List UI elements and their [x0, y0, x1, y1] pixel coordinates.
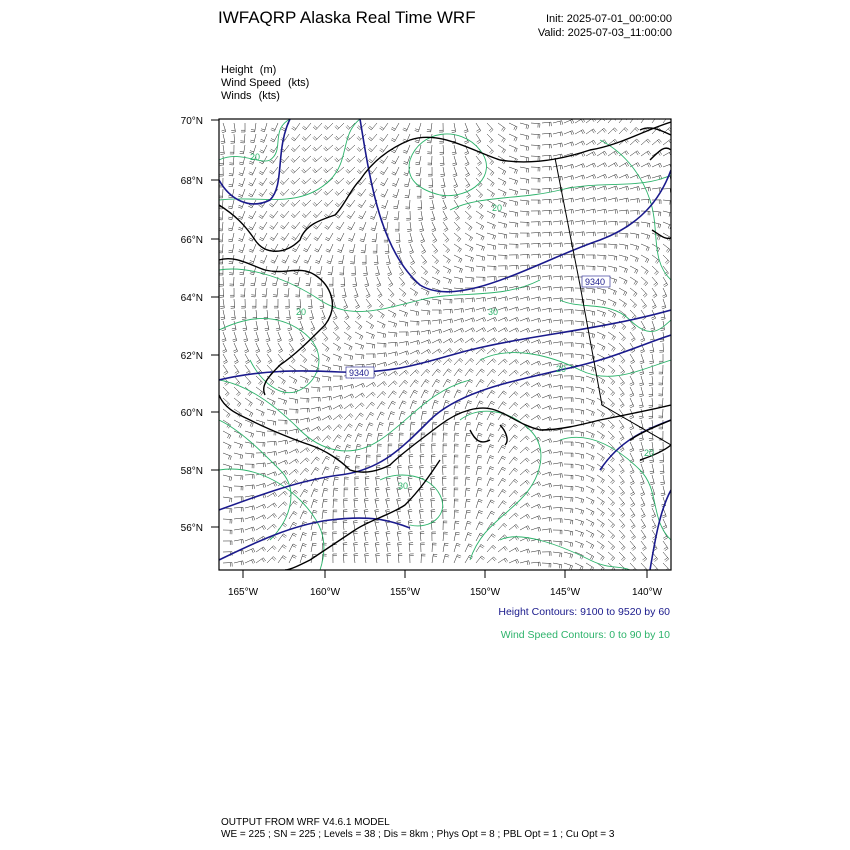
- longitude-ticks: [243, 570, 647, 578]
- height-contours-note: Height Contours: 9100 to 9520 by 60: [498, 606, 670, 618]
- wind-contour-label: 30: [398, 481, 409, 491]
- latitude-labels: [181, 116, 203, 534]
- field-height: Height (m): [221, 64, 277, 76]
- field-winds: Winds (kts): [221, 90, 280, 102]
- lat-label: 62°N: [180, 351, 203, 362]
- init-time: Init: 2025-07-01_00:00:00: [546, 13, 672, 25]
- wind-contours-note: Wind Speed Contours: 0 to 90 by 10: [500, 629, 670, 641]
- model-footer: [221, 817, 614, 841]
- model-version: OUTPUT FROM WRF V4.6.1 MODEL: [221, 817, 390, 828]
- latitude-ticks: [211, 120, 219, 527]
- field-wind-speed: Wind Speed (kts): [221, 77, 310, 89]
- lat-label: 66°N: [180, 235, 203, 246]
- lat-label: 60°N: [180, 408, 203, 419]
- lat-label: 58°N: [180, 466, 203, 477]
- lat-label: 56°N: [180, 523, 203, 534]
- lon-label: 165°W: [227, 587, 259, 598]
- lon-label: 150°W: [469, 587, 501, 598]
- lat-label: 70°N: [180, 116, 203, 127]
- lat-label: 64°N: [180, 293, 203, 304]
- plot-title: IWFAQRP Alaska Real Time WRF: [218, 8, 476, 27]
- longitude-labels: [228, 587, 663, 598]
- wind-contour-label: 20: [556, 364, 567, 374]
- wind-contour-label: 20: [250, 152, 261, 162]
- lon-label: 140°W: [631, 587, 663, 598]
- wind-contour-label: 20: [492, 203, 503, 213]
- lon-label: 160°W: [309, 587, 341, 598]
- valid-time: Valid: 2025-07-03_11:00:00: [537, 27, 672, 39]
- height-contour-label: 9340: [585, 277, 606, 287]
- wind-contour-label: 30: [488, 307, 499, 317]
- height-contour-label: 9340: [349, 368, 370, 378]
- wind-contour-label: 20: [644, 448, 655, 458]
- lat-label: 68°N: [180, 176, 203, 187]
- wind-contour-label: 20: [296, 307, 307, 317]
- lon-label: 145°W: [549, 587, 581, 598]
- lon-label: 155°W: [389, 587, 421, 598]
- model-config: WE = 225 ; SN = 225 ; Levels = 38 ; Dis = 8km ; Phys Opt = 8 ; PBL Opt = 1 ; Cu Opt = 3: [221, 829, 615, 840]
